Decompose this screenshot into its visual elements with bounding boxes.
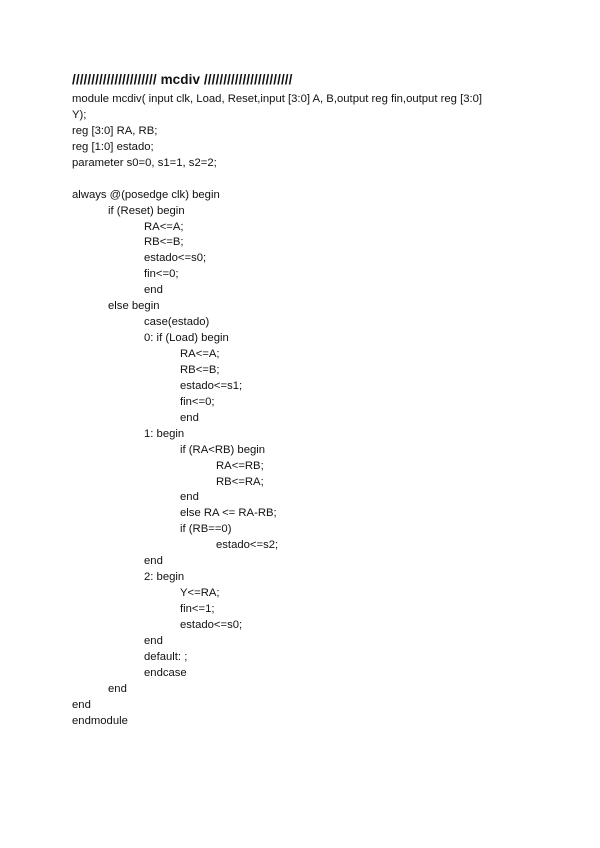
code-line: if (Reset) begin (108, 204, 185, 217)
code-line: Y<=RA; (180, 587, 220, 600)
code-line: end (180, 411, 199, 424)
code-line: 1: begin (144, 427, 185, 440)
code-line: RB<=B; (180, 363, 220, 376)
code-line: end (144, 555, 163, 568)
code-line: module mcdiv( input clk, Load, Reset,input [3:0] A, B,output reg fin,output reg [3:0] (72, 93, 483, 105)
code-line: estado<=s1; (180, 379, 243, 392)
code-block (72, 92, 528, 730)
code-line: else RA <= RA-RB; (180, 507, 277, 520)
code-line: RA<=A; (144, 220, 184, 233)
code-line: end (72, 698, 91, 711)
code-line: end (144, 284, 163, 297)
code-line: fin<=0; (144, 268, 179, 281)
code-line: default: ; (144, 650, 188, 663)
code-line: end (180, 491, 199, 504)
code-line: reg [1:0] estado; (72, 140, 154, 153)
code-line: estado<=s0; (180, 618, 243, 631)
code-line: estado<=s0; (144, 252, 207, 265)
code-line: end (144, 634, 163, 647)
code-line: 0: if (Load) begin (144, 332, 229, 345)
code-line: RB<=RA; (216, 475, 264, 488)
code-line: case(estado) (144, 316, 210, 329)
code-line: always @(posedge clk) begin (72, 188, 220, 201)
code-line: 2: begin (144, 571, 185, 584)
code-line: else begin (108, 300, 160, 313)
code-line: endmodule (72, 714, 128, 727)
code-line: if (RA<RB) begin (180, 443, 266, 456)
code-line: fin<=0; (180, 395, 215, 408)
code-line: RA<=RB; (216, 459, 264, 472)
code-line: estado<=s2; (216, 539, 279, 552)
code-line: end (108, 682, 127, 695)
code-line: fin<=1; (180, 603, 215, 615)
module-heading: ////////////////////// mcdiv /////////////////////// (72, 72, 293, 87)
code-line: reg [3:0] RA, RB; (72, 124, 158, 137)
code-line: parameter s0=0, s1=1, s2=2; (72, 156, 217, 169)
code-line: Y); (72, 108, 87, 121)
code-line: endcase (144, 666, 187, 679)
code-line (72, 172, 528, 188)
code-line: if (RB==0) (180, 523, 232, 536)
code-line: RA<=A; (180, 348, 220, 360)
code-line: RB<=B; (144, 236, 184, 249)
